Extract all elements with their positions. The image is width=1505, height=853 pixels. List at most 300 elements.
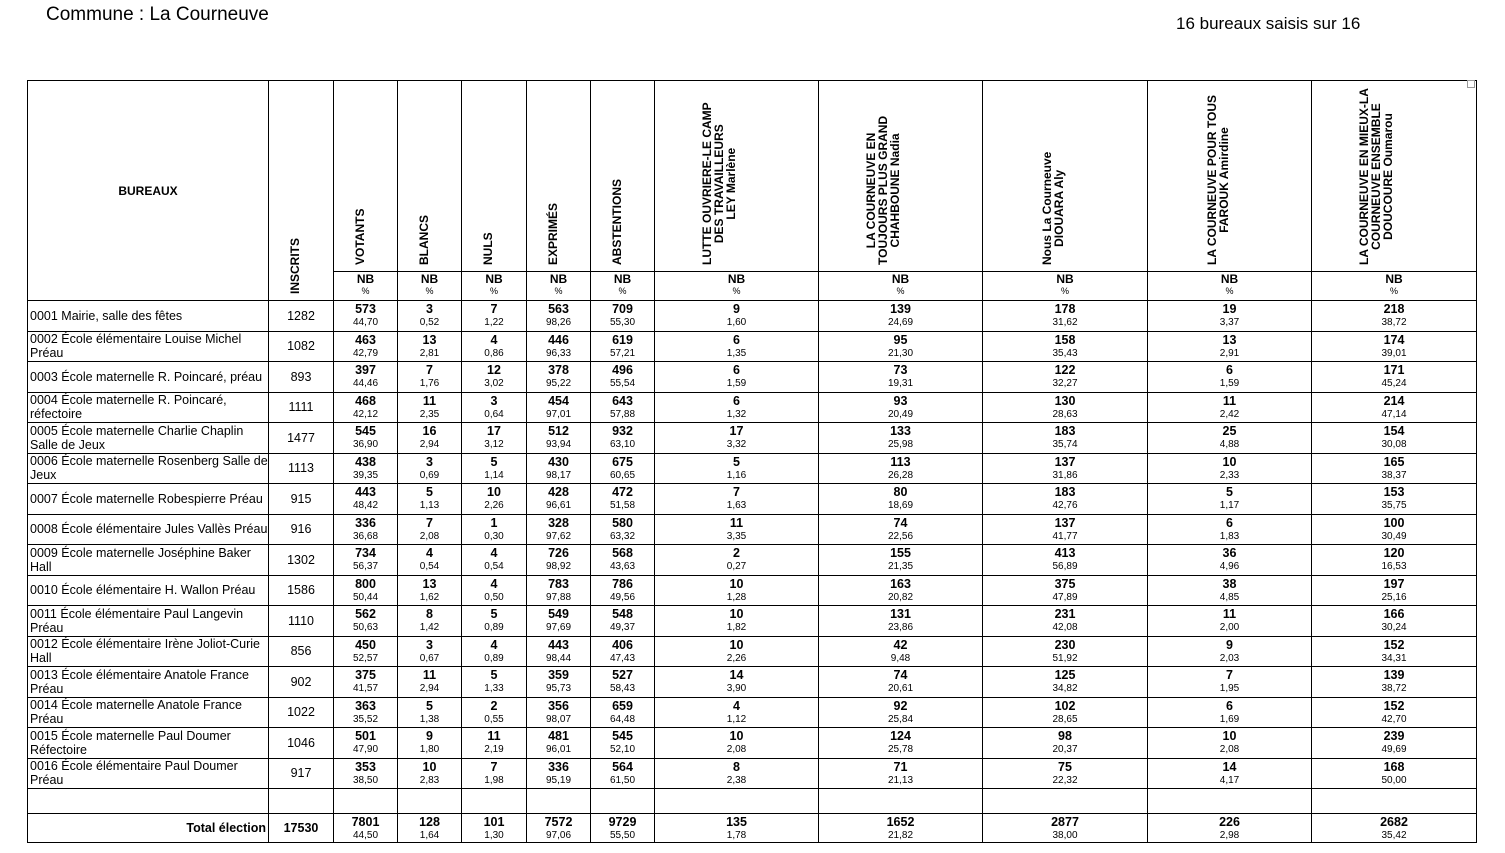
count-value: 155 — [890, 546, 911, 560]
total-cell — [983, 814, 1148, 843]
result-cell — [1312, 758, 1477, 789]
count-value: 152 — [1383, 698, 1405, 713]
result-cell — [398, 575, 462, 606]
spacer-cell — [28, 789, 269, 814]
spacer-cell — [1148, 789, 1312, 814]
percent-value: 2,19 — [484, 744, 504, 755]
result-cell — [591, 697, 655, 728]
count-value: 92 — [893, 698, 908, 713]
result-cell — [819, 392, 983, 423]
count-value: 7 — [1226, 668, 1233, 682]
percent-value: 38,37 — [1381, 469, 1407, 481]
percent-value: 20,49 — [887, 408, 914, 420]
result-cell — [655, 331, 819, 362]
count-value: 4 — [426, 546, 433, 560]
result-cell — [1312, 728, 1477, 759]
nb-pct-subheader — [655, 272, 819, 301]
count-value: 13 — [422, 576, 437, 591]
bureau-name: 0003 École maternelle R. Poincaré, préau — [28, 362, 269, 393]
bureau-name: 0004 École maternelle R. Poincaré, réfectoire — [28, 392, 269, 423]
percent-value: 0,67 — [419, 652, 440, 664]
count-value: 428 — [548, 485, 569, 499]
count-value: 3 — [426, 454, 433, 469]
count-value: 450 — [355, 637, 376, 652]
result-cell — [527, 697, 591, 728]
result-cell — [527, 636, 591, 667]
percent-value: 0,27 — [726, 561, 747, 572]
nb-label: NB — [356, 272, 375, 286]
result-cell — [983, 606, 1148, 637]
percent-value: 31,86 — [1052, 469, 1078, 481]
nb-pct-subheader — [527, 272, 591, 301]
table-row — [28, 362, 1477, 393]
count-value: 4 — [490, 332, 498, 347]
nuls-header: NULS — [462, 81, 527, 272]
count-value: 42 — [893, 637, 908, 652]
count-value: 102 — [1054, 698, 1076, 713]
count-value: 183 — [1054, 485, 1076, 499]
result-cell — [398, 453, 462, 484]
result-cell — [334, 514, 398, 545]
inscrits-value: 1022 — [269, 697, 334, 728]
result-cell — [819, 362, 983, 393]
count-value: 7 — [426, 515, 433, 530]
pct-label: % — [425, 286, 434, 296]
result-cell — [1312, 301, 1477, 332]
result-cell — [983, 301, 1148, 332]
percent-value: 0,69 — [419, 469, 440, 481]
count-value: 13 — [1222, 332, 1237, 347]
result-cell — [398, 545, 462, 576]
result-cell — [527, 301, 591, 332]
result-cell — [983, 728, 1148, 759]
percent-value: 42,12 — [352, 408, 379, 420]
result-cell — [334, 758, 398, 789]
spacer-cell — [462, 789, 527, 814]
percent-value: 1,59 — [1219, 378, 1240, 389]
percent-value: 96,01 — [545, 744, 572, 755]
result-cell — [983, 545, 1148, 576]
count-value: 11 — [729, 515, 744, 530]
percent-value: 97,01 — [545, 408, 572, 420]
result-cell — [527, 362, 591, 393]
bureau-name: 0001 Mairie, salle des fêtes — [28, 301, 269, 332]
count-value: 3 — [490, 393, 498, 408]
percent-value: 30,24 — [1381, 622, 1407, 633]
count-value: 7 — [490, 302, 498, 316]
result-cell — [527, 606, 591, 637]
inscrits-value: 1302 — [269, 545, 334, 576]
percent-value: 4,88 — [1219, 439, 1240, 450]
bureaux-header: BUREAUX — [28, 81, 269, 301]
percent-value: 30,49 — [1381, 530, 1407, 542]
count-value: 4 — [490, 546, 498, 560]
total-percent: 35,42 — [1381, 830, 1407, 841]
result-cell — [591, 636, 655, 667]
percent-value: 2,94 — [419, 683, 440, 694]
count-value: 153 — [1383, 485, 1405, 499]
result-cell — [591, 667, 655, 698]
inscrits-value: 915 — [269, 484, 334, 515]
count-value: 363 — [355, 698, 376, 713]
total-percent: 21,82 — [887, 830, 914, 841]
percent-value: 64,48 — [609, 713, 636, 725]
count-value: 501 — [355, 729, 376, 743]
percent-value: 26,28 — [887, 469, 914, 481]
result-cell — [398, 392, 462, 423]
nb-pct-subheader — [819, 272, 983, 301]
total-count: 7572 — [544, 815, 573, 829]
percent-value: 35,75 — [1381, 500, 1407, 511]
total-percent: 55,50 — [609, 830, 636, 841]
percent-value: 3,90 — [726, 683, 747, 694]
count-value: 11 — [422, 668, 437, 682]
count-value: 71 — [893, 759, 908, 774]
table-row — [28, 423, 1477, 454]
percent-value: 57,21 — [609, 347, 636, 359]
total-count: 128 — [419, 815, 440, 829]
count-value: 178 — [1054, 302, 1076, 316]
count-value: 10 — [422, 759, 437, 774]
result-cell — [462, 331, 527, 362]
blancs-header: BLANCS — [398, 81, 462, 272]
result-cell — [527, 331, 591, 362]
result-cell — [819, 636, 983, 667]
percent-value: 95,19 — [545, 774, 572, 786]
percent-value: 63,10 — [609, 439, 636, 450]
count-value: 131 — [890, 607, 911, 621]
table-row — [28, 453, 1477, 484]
nb-pct-subheader — [1312, 272, 1477, 301]
count-value: 5 — [490, 668, 498, 682]
inscrits-value: 1046 — [269, 728, 334, 759]
percent-value: 4,85 — [1219, 591, 1240, 603]
total-count: 1652 — [886, 815, 915, 829]
count-value: 197 — [1383, 576, 1405, 591]
result-cell — [1312, 362, 1477, 393]
count-value: 734 — [355, 546, 376, 560]
nb-label: NB — [1385, 272, 1403, 286]
percent-value: 52,10 — [609, 744, 636, 755]
count-value: 5 — [426, 485, 433, 499]
count-value: 2 — [490, 698, 498, 713]
total-cell — [655, 814, 819, 843]
percent-value: 0,86 — [484, 347, 504, 359]
result-cell — [819, 545, 983, 576]
percent-value: 98,44 — [545, 652, 572, 664]
percent-value: 96,61 — [545, 500, 572, 511]
bureau-name: 0007 École maternelle Robespierre Préau — [28, 484, 269, 515]
percent-value: 2,91 — [1219, 347, 1240, 359]
table-row — [28, 514, 1477, 545]
percent-value: 97,69 — [545, 622, 572, 633]
percent-value: 45,24 — [1381, 378, 1407, 389]
result-cell — [398, 362, 462, 393]
percent-value: 1,35 — [726, 347, 747, 359]
count-value: 375 — [355, 668, 376, 682]
result-cell — [655, 453, 819, 484]
percent-value: 1,59 — [726, 378, 747, 389]
count-value: 154 — [1383, 424, 1405, 438]
count-value: 356 — [548, 698, 569, 713]
result-cell — [1312, 606, 1477, 637]
pct-label: % — [732, 286, 741, 296]
pct-label: % — [618, 286, 627, 296]
result-cell — [1148, 392, 1312, 423]
count-value: 98 — [1058, 729, 1072, 743]
spacer-cell — [527, 789, 591, 814]
count-value: 443 — [548, 637, 569, 652]
total-count: 7801 — [351, 815, 380, 829]
result-cell — [655, 514, 819, 545]
percent-value: 16,53 — [1381, 561, 1407, 572]
percent-value: 96,33 — [545, 347, 572, 359]
percent-value: 49,69 — [1381, 744, 1407, 755]
percent-value: 20,37 — [1052, 744, 1078, 755]
result-cell — [334, 301, 398, 332]
bureau-name: 0013 École élémentaire Anatole France Préau — [28, 667, 269, 698]
bureau-name: 0011 École élémentaire Paul Langevin Préau — [28, 606, 269, 637]
result-cell — [1148, 423, 1312, 454]
count-value: 10 — [729, 607, 744, 621]
percent-value: 1,62 — [419, 591, 440, 603]
percent-value: 3,32 — [726, 439, 747, 450]
percent-value: 47,43 — [609, 652, 636, 664]
percent-value: 1,17 — [1219, 500, 1240, 511]
percent-value: 1,76 — [419, 378, 440, 389]
total-cell — [819, 814, 983, 843]
percent-value: 42,76 — [1052, 500, 1078, 511]
count-value: 10 — [729, 729, 744, 743]
percent-value: 0,89 — [484, 652, 504, 664]
result-cell — [462, 514, 527, 545]
pct-label: % — [896, 286, 905, 296]
count-value: 6 — [1226, 363, 1233, 377]
result-cell — [1148, 758, 1312, 789]
percent-value: 4,17 — [1219, 774, 1240, 786]
total-count: 135 — [726, 815, 747, 829]
percent-value: 47,89 — [1052, 591, 1078, 603]
total-cell — [527, 814, 591, 843]
table-row — [28, 728, 1477, 759]
bureau-name: 0010 École élémentaire H. Wallon Préau — [28, 575, 269, 606]
percent-value: 34,82 — [1052, 683, 1078, 694]
result-cell — [591, 331, 655, 362]
result-cell — [334, 392, 398, 423]
count-value: 113 — [890, 454, 911, 469]
result-cell — [1312, 697, 1477, 728]
percent-value: 2,03 — [1219, 652, 1240, 664]
result-cell — [398, 667, 462, 698]
percent-value: 3,37 — [1219, 317, 1240, 328]
result-cell — [983, 514, 1148, 545]
percent-value: 98,17 — [545, 469, 572, 481]
count-value: 5 — [733, 454, 740, 469]
result-cell — [334, 728, 398, 759]
count-value: 174 — [1383, 332, 1405, 347]
count-value: 73 — [893, 363, 908, 377]
count-value: 230 — [1054, 637, 1076, 652]
count-value: 7 — [733, 485, 740, 499]
table-row — [28, 545, 1477, 576]
count-value: 472 — [612, 485, 633, 499]
percent-value: 1,83 — [1219, 530, 1240, 542]
percent-value: 63,32 — [609, 530, 636, 542]
result-cell — [334, 362, 398, 393]
count-value: 3 — [426, 302, 433, 316]
percent-value: 42,08 — [1052, 622, 1078, 633]
result-cell — [1148, 697, 1312, 728]
result-cell — [591, 362, 655, 393]
nb-pct-subheader — [1148, 272, 1312, 301]
count-value: 6 — [1226, 515, 1233, 530]
count-value: 124 — [890, 729, 911, 743]
bureau-name: 0016 École élémentaire Paul Doumer Préau — [28, 758, 269, 789]
total-count: 2877 — [1051, 815, 1079, 829]
result-cell — [819, 667, 983, 698]
count-value: 9 — [1226, 637, 1233, 652]
count-value: 9 — [426, 729, 433, 743]
count-value: 5 — [426, 698, 433, 713]
count-value: 137 — [1054, 515, 1076, 530]
count-value: 93 — [893, 393, 908, 408]
inscrits-value: 1082 — [269, 331, 334, 362]
result-cell — [1148, 331, 1312, 362]
count-value: 11 — [1222, 607, 1237, 621]
nb-label: NB — [1220, 272, 1239, 286]
percent-value: 93,94 — [545, 439, 572, 450]
result-cell — [1312, 575, 1477, 606]
percent-value: 0,52 — [419, 317, 440, 328]
percent-value: 24,69 — [887, 317, 914, 328]
inscrits-value: 1113 — [269, 453, 334, 484]
percent-value: 55,54 — [609, 378, 636, 389]
count-value: 137 — [1054, 454, 1076, 469]
bureau-name: 0005 École maternelle Charlie Chaplin Salle de Jeux — [28, 423, 269, 454]
percent-value: 51,58 — [609, 500, 636, 511]
result-cell — [983, 636, 1148, 667]
count-value: 2 — [733, 546, 740, 560]
nb-label: NB — [727, 272, 746, 286]
result-cell — [591, 301, 655, 332]
percent-value: 2,35 — [419, 408, 440, 420]
percent-value: 43,63 — [609, 561, 636, 572]
count-value: 125 — [1054, 668, 1076, 682]
count-value: 183 — [1054, 424, 1076, 438]
result-cell — [398, 697, 462, 728]
result-cell — [1148, 606, 1312, 637]
corner-marker — [1467, 80, 1475, 88]
nb-pct-subheader — [462, 272, 527, 301]
result-cell — [655, 545, 819, 576]
percent-value: 55,30 — [609, 317, 636, 328]
percent-value: 25,98 — [887, 439, 914, 450]
percent-value: 0,89 — [484, 622, 504, 633]
result-cell — [1148, 545, 1312, 576]
result-cell — [819, 331, 983, 362]
percent-value: 95,73 — [545, 683, 572, 694]
result-cell — [1312, 392, 1477, 423]
result-cell — [1312, 636, 1477, 667]
nb-label: NB — [549, 272, 568, 286]
list-header-diouara: Nous La Courneuve DIOUARA Aly — [983, 81, 1148, 272]
percent-value: 42,79 — [352, 347, 379, 359]
percent-value: 34,31 — [1381, 652, 1407, 664]
percent-value: 20,61 — [887, 683, 914, 694]
percent-value: 23,86 — [887, 622, 914, 633]
percent-value: 28,65 — [1052, 713, 1078, 725]
result-cell — [1312, 453, 1477, 484]
percent-value: 0,54 — [419, 561, 440, 572]
result-cell — [983, 667, 1148, 698]
percent-value: 1,63 — [726, 500, 747, 511]
pct-label: % — [489, 286, 498, 296]
result-cell — [591, 423, 655, 454]
result-cell — [655, 392, 819, 423]
percent-value: 2,26 — [726, 652, 747, 664]
percent-value: 1,80 — [419, 744, 440, 755]
result-cell — [334, 697, 398, 728]
result-cell — [819, 697, 983, 728]
result-cell — [527, 575, 591, 606]
percent-value: 97,88 — [545, 591, 572, 603]
result-cell — [462, 667, 527, 698]
spacer-row — [28, 789, 1477, 814]
result-cell — [1312, 545, 1477, 576]
count-value: 563 — [548, 302, 569, 316]
spacer-cell — [1312, 789, 1477, 814]
spacer-cell — [819, 789, 983, 814]
count-value: 8 — [733, 759, 740, 774]
count-value: 527 — [612, 668, 633, 682]
percent-value: 2,42 — [1219, 408, 1240, 420]
count-value: 1 — [490, 515, 498, 530]
results-table — [27, 80, 1477, 843]
percent-value: 56,37 — [352, 561, 379, 572]
percent-value: 1,22 — [484, 317, 504, 328]
result-cell — [334, 453, 398, 484]
count-value: 568 — [612, 546, 633, 560]
count-value: 406 — [612, 637, 633, 652]
inscrits-value: 916 — [269, 514, 334, 545]
count-value: 168 — [1383, 759, 1405, 774]
percent-value: 22,32 — [1052, 774, 1078, 786]
count-value: 95 — [893, 332, 908, 347]
table-row — [28, 667, 1477, 698]
total-percent: 38,00 — [1052, 830, 1078, 841]
result-cell — [1148, 636, 1312, 667]
result-cell — [334, 606, 398, 637]
percent-value: 0,30 — [484, 530, 504, 542]
count-value: 5 — [1226, 485, 1233, 499]
table-row — [28, 331, 1477, 362]
percent-value: 61,50 — [609, 774, 636, 786]
count-value: 675 — [612, 454, 633, 469]
count-value: 120 — [1383, 546, 1405, 560]
percent-value: 0,55 — [484, 713, 504, 725]
percent-value: 21,30 — [887, 347, 914, 359]
count-value: 328 — [548, 515, 569, 530]
percent-value: 98,07 — [545, 713, 572, 725]
percent-value: 1,12 — [726, 713, 747, 725]
count-value: 726 — [548, 546, 569, 560]
count-value: 100 — [1383, 515, 1405, 530]
count-value: 468 — [355, 393, 376, 408]
result-cell — [655, 728, 819, 759]
result-cell — [819, 575, 983, 606]
result-cell — [983, 362, 1148, 393]
bureau-name: 0006 École maternelle Rosenberg Salle de Jeux — [28, 453, 269, 484]
